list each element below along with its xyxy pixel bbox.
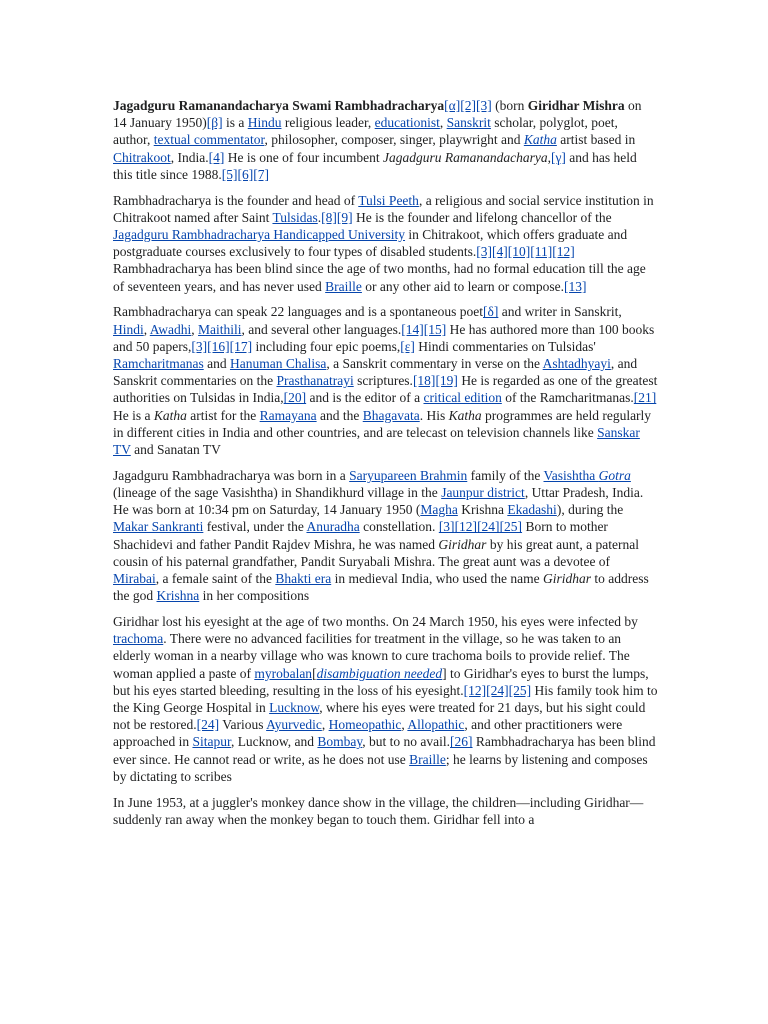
text-run: and has held this title since 1988. [113,149,637,182]
citation-link[interactable]: [3] [476,98,492,113]
link-braille[interactable]: Braille [409,751,446,767]
text-run: He is one of four incumbent [224,149,383,165]
citation-link[interactable]: [4] [208,149,225,165]
text-run: is a [222,115,248,131]
link-critical-edition[interactable]: critical edition [423,390,502,406]
link-sitapur[interactable]: Sitapur [192,734,231,750]
link-jaunpur-district[interactable]: Jaunpur district [441,485,525,501]
link-hanuman-chalisa[interactable]: Hanuman Chalisa [229,356,327,372]
citation-link[interactable]: [20] [283,390,307,406]
citation-link[interactable]: [14] [401,321,424,337]
text-run: He is the founder and lifelong chancellor of the [352,209,612,225]
link-tulsi-peeth[interactable]: Tulsi Peeth [358,192,419,208]
text-run: , India. [170,149,209,165]
link-krishna[interactable]: Krishna [156,588,200,604]
text-run: on 14 January 1950) [113,98,642,131]
text-run: , Lucknow, and [230,734,318,750]
citation-link[interactable]: [9] [336,209,353,225]
text-run: , but to no avail. [362,734,451,750]
citation-link[interactable]: [3] [476,244,493,260]
citation-link[interactable]: [5] [221,166,238,182]
link-textual-commentator[interactable]: textual commentator [153,132,265,148]
link-ashtadhyayi[interactable]: Ashtadhyayi [542,356,611,372]
link-myrobalan[interactable]: myrobalan [254,665,313,681]
text-run: and writer in Sanskrit, [498,304,622,320]
article-body [113,97,658,837]
text-run: or any other aid to learn or compose. [361,278,564,294]
link-anuradha[interactable]: Anuradha [306,519,360,535]
paragraph-2 [113,192,658,295]
link-educationist[interactable]: educationist [374,115,440,131]
citation-link[interactable]: [γ] [550,149,566,165]
bold-text: Giridhar Mishra [527,98,625,113]
link-bombay[interactable]: Bombay [317,734,363,750]
text-run: and the [316,407,363,423]
citation-link[interactable]: [17] [229,338,253,354]
paragraph-3 [113,303,658,458]
text-run: and [203,356,230,372]
link-trachoma[interactable]: trachoma [113,631,164,647]
text-run: , a religious and social service institution in Chitrakoot named after Saint [113,192,654,225]
text-run: programmes are held regularly in different cities in India and other countries, and are telecast on television channels like [113,407,652,440]
citation-link[interactable]: [25] [499,519,523,535]
text-run: Rambhadracharya can speak 22 languages and is a spontaneous poet [113,304,483,320]
link-jagadguru-rambhadracharya-handicapped-university[interactable]: Jagadguru Rambhadracharya Handicapped University [113,227,406,243]
link-mirabai[interactable]: Mirabai [113,571,156,587]
text-run: , [401,717,408,733]
citation-link[interactable]: [16] [207,338,230,354]
text-run: . [317,209,322,225]
text-run: , and other practitioners were approached in [113,717,623,750]
text-run: ), during the [556,502,624,518]
text-run: , a Sanskrit commentary in verse on the [326,356,543,372]
link-allopathic[interactable]: Allopathic [407,717,465,733]
citation-link[interactable]: [7] [253,166,269,182]
link-maithili[interactable]: Maithili [198,321,242,337]
text-run: Hindi commentaries on Tulsidas' [414,338,596,354]
citation-link[interactable]: [24] [486,682,509,698]
citation-link[interactable]: [26] [450,734,473,750]
citation-link[interactable]: [24] [196,717,220,733]
text-run: ; he learns by listening and composes by dictating to scribes [113,751,648,784]
text-run: in Chitrakoot, which offers graduate and postgraduate courses exclusively to four types of disabled students. [113,227,628,260]
link-vasishtha[interactable]: Vasishtha [543,467,599,483]
link-prasthanatrayi[interactable]: Prasthanatrayi [276,373,354,389]
link-sanskar-tv[interactable]: Sanskar TV [113,424,640,458]
link-text: Gotra [598,467,631,483]
citation-link[interactable]: [8] [321,209,337,225]
text-run: , and several other languages. [241,321,402,337]
citation-link[interactable]: [3] [191,338,208,354]
text-run: [ [312,665,317,681]
citation-link[interactable]: [13] [563,278,587,294]
citation-link[interactable]: [4] [492,244,508,260]
link-gotra[interactable] [599,468,631,483]
text-run: in her compositions [199,588,310,604]
text-run: to address the god [113,571,649,604]
link-hindu[interactable]: Hindu [247,115,282,131]
citation-link[interactable]: [6] [237,166,254,182]
citation-link[interactable]: [10] [507,244,531,260]
citation-link[interactable]: [11] [530,244,553,260]
text-run: He is regarded as one of the greatest authorities on Tulsidas in India, [113,373,658,406]
text-run: Various [219,717,267,733]
link-text: disambiguation needed [316,665,443,681]
text-run: . His [419,407,449,423]
text-run: religious leader, [281,115,375,131]
citation-link[interactable]: [15] [423,321,447,337]
citation-link[interactable]: [24] [477,519,500,535]
link-tulsidas[interactable]: Tulsidas [272,209,318,225]
text-run: In June 1953, at a juggler's monkey dance show in the village, the children—including Giridhar—suddenly ran away when the monkey began to touch them. Giridhar fell into a [113,794,644,827]
citation-link[interactable]: [18] [412,373,436,389]
text-run: , where his eyes were treated for 21 days, but his sight could not be restored. [113,700,646,733]
link-text: Katha [523,132,557,148]
paragraph-6 [113,794,658,828]
italic-text: Katha [153,407,187,423]
text-run: Giridhar lost his eyesight at the age of two months. On 24 March 1950, his eyes were infected by [113,614,638,630]
citation-link[interactable]: [12] [463,682,487,698]
paragraph-4 [113,467,658,605]
text-run: , [321,717,329,733]
text-run: (lineage of the sage Vasishtha) in Shandikhurd village in the [113,485,442,501]
text-run: family of the [467,467,544,483]
link-braille[interactable]: Braille [325,278,362,294]
text-run: constellation. [359,519,439,535]
text-run: . There were no advanced facilities for treatment in the village, so he was taken to an elderly woman in a nearby village who was known to cure trachoma boils to provide relief. The woman applied a paste of [113,631,630,681]
text-run: by his great aunt, a paternal cousin of his paternal grandfather, Pandit Suryabali Mishra. The great aunt was a devotee of [113,536,640,569]
citation-link[interactable]: [19] [435,373,458,389]
italic-text: Jagadguru Ramanandacharya [382,149,548,165]
citation-link[interactable]: [3] [438,519,455,535]
link-magha[interactable]: Magha [420,502,458,518]
link-ekadashi[interactable]: Ekadashi [507,502,557,518]
text-run: , and Sanskrit commentaries on the [113,356,638,389]
text-run: , philosopher, composer, singer, playwright and [264,132,524,148]
link-disambiguation-needed[interactable] [317,666,443,681]
bold-text: Jagadguru Ramanandacharya Swami Rambhadracharya [113,98,445,113]
text-run: and is the editor of a [306,390,424,406]
text-run: His family took him to the King George Hospital in [113,682,658,716]
citation-link[interactable]: [21] [633,390,657,406]
text-run: Rambhadracharya is the founder and head of [113,192,359,208]
text-run: Rambhadracharya has been blind ever since. He cannot read or write, as he does not use [113,734,656,767]
text-run: , a female saint of the [155,571,276,587]
link-sanskrit[interactable]: Sanskrit [446,115,491,131]
text-run: festival, under the [203,519,307,535]
text-run: in medieval India, who used the name [331,571,544,587]
text-run: artist based in [556,132,636,148]
text-run: scriptures. [353,373,413,389]
link-bhakti-era[interactable]: Bhakti era [275,571,332,587]
citation-link[interactable]: [12] [552,244,575,260]
link-hindi[interactable]: Hindi [113,321,144,337]
text-run: (born [491,98,528,113]
text-run: , Uttar Pradesh, India. He was born at 10:34 pm on Saturday, 14 January 1950 ( [113,485,644,518]
text-run: artist for the [186,407,260,423]
link-ramayana[interactable]: Ramayana [259,407,317,423]
text-run: and Sanatan TV [130,442,221,458]
text-run: He has authored more than 100 books and 50 papers, [113,321,655,354]
link-makar-sankranti[interactable]: Makar Sankranti [113,519,204,535]
link-bhagavata[interactable]: Bhagavata [362,407,420,423]
text-run: , [191,321,199,337]
citation-link[interactable]: [25] [508,682,532,698]
link-awadhi[interactable]: Awadhi [149,321,192,337]
text-run: of the Ramcharitmanas. [501,390,634,406]
text-run: including four epic poems, [252,338,401,354]
paragraph-1 [113,97,658,183]
citation-link[interactable]: [δ] [483,304,499,320]
italic-text: Giridhar [438,536,487,552]
link-katha[interactable] [524,132,557,147]
text-run: Jagadguru Rambhadracharya was born in a [113,467,350,483]
link-chitrakoot[interactable]: Chitrakoot [113,149,171,165]
text-run: , [547,149,551,165]
text-run: Born to mother Shachidevi and father Pandit Rajdev Mishra, he was named [113,519,608,552]
italic-text: Giridhar [543,571,592,587]
link-saryupareen-brahmin[interactable]: Saryupareen Brahmin [349,467,468,483]
text-run: , [439,115,447,131]
text-run: Rambhadracharya has been blind since the age of two months, had no formal education till the age of seventeen years, and has never used [113,261,646,294]
citation-link[interactable]: [α] [444,98,461,113]
link-lucknow[interactable]: Lucknow [269,700,320,716]
citation-link[interactable]: [12] [454,519,478,535]
text-run: scholar, polyglot, poet, author, [113,115,618,148]
text-run: He is a [113,407,154,423]
text-run: ] to Giridhar's eyes to burst the lumps, but his eyes started bleeding, resulting in the loss of his eyesight. [113,665,649,698]
link-ramcharitmanas[interactable]: Ramcharitmanas [113,356,204,372]
citation-link[interactable]: [ε] [400,338,415,354]
link-ayurvedic[interactable]: Ayurvedic [266,717,322,733]
italic-text: Katha [448,407,482,423]
paragraph-5 [113,613,658,785]
text-run: , [143,321,150,337]
text-run: Krishna [457,502,508,518]
citation-link[interactable]: [2] [460,98,476,113]
link-homeopathic[interactable]: Homeopathic [328,717,402,733]
citation-link[interactable]: [β] [206,115,223,131]
